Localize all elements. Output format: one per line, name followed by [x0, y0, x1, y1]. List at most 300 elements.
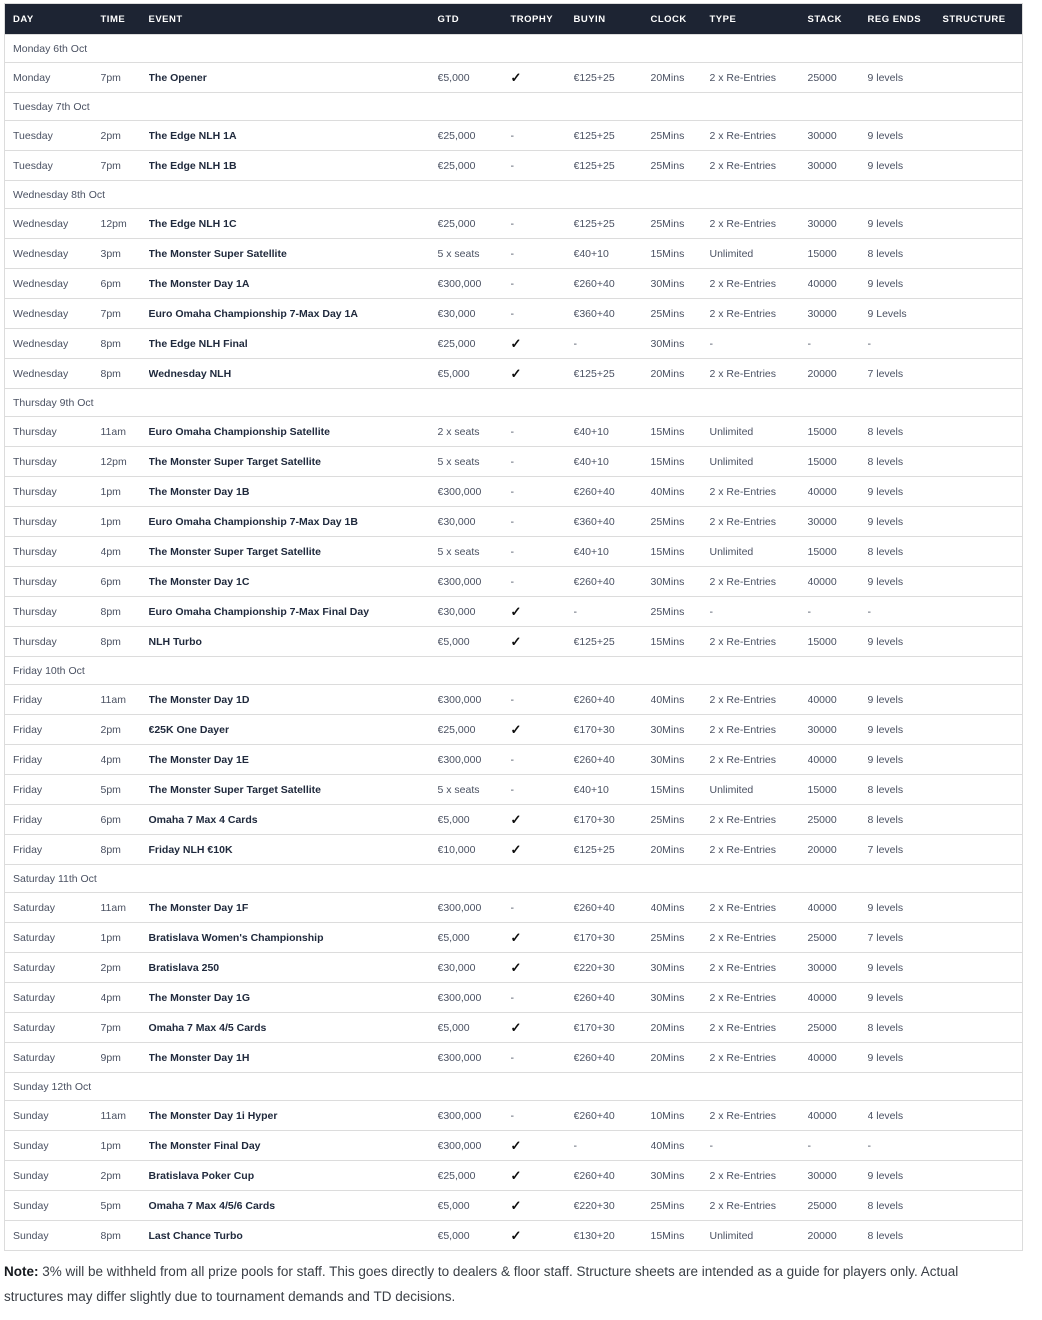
cell-clock: 30Mins — [651, 953, 710, 983]
cell-structure — [943, 923, 1023, 953]
trophy-check-icon: ✓ — [510, 633, 522, 649]
cell-reg_ends: 7 levels — [868, 835, 943, 865]
cell-clock: 25Mins — [651, 597, 710, 627]
cell-day: Wednesday — [5, 239, 101, 269]
cell-type: 2 x Re-Entries — [710, 893, 808, 923]
cell-trophy: - — [511, 745, 574, 775]
cell-stack: 40000 — [808, 1101, 868, 1131]
cell-gtd: €25,000 — [438, 1161, 511, 1191]
cell-clock: 25Mins — [651, 209, 710, 239]
cell-structure — [943, 1191, 1023, 1221]
cell-event: Last Chance Turbo — [149, 1221, 438, 1251]
event-row — [5, 1043, 1023, 1073]
cell-reg_ends: 8 levels — [868, 537, 943, 567]
table-header-row — [5, 4, 1023, 35]
event-row — [5, 121, 1023, 151]
cell-buyin: €260+40 — [574, 1161, 651, 1191]
event-row — [5, 923, 1023, 953]
cell-event: Omaha 7 Max 4 Cards — [149, 805, 438, 835]
cell-stack: 15000 — [808, 537, 868, 567]
cell-time: 1pm — [101, 1131, 149, 1161]
cell-clock: 15Mins — [651, 239, 710, 269]
cell-trophy — [511, 359, 574, 389]
cell-gtd: €300,000 — [438, 477, 511, 507]
cell-clock: 30Mins — [651, 983, 710, 1013]
cell-time: 8pm — [101, 597, 149, 627]
cell-trophy: - — [511, 477, 574, 507]
cell-stack: 15000 — [808, 775, 868, 805]
cell-time: 7pm — [101, 299, 149, 329]
cell-trophy: - — [511, 507, 574, 537]
cell-day: Thursday — [5, 537, 101, 567]
cell-event: Bratislava 250 — [149, 953, 438, 983]
cell-event: The Opener — [149, 63, 438, 93]
cell-reg_ends: 9 levels — [868, 745, 943, 775]
cell-trophy: - — [511, 447, 574, 477]
event-row — [5, 537, 1023, 567]
column-header-buyin: BUYIN — [574, 4, 651, 35]
cell-trophy — [511, 597, 574, 627]
note-label: Note: — [4, 1264, 39, 1279]
event-row — [5, 359, 1023, 389]
event-row — [5, 269, 1023, 299]
cell-type: Unlimited — [710, 417, 808, 447]
cell-stack: 40000 — [808, 269, 868, 299]
cell-stack: - — [808, 329, 868, 359]
cell-gtd: €5,000 — [438, 359, 511, 389]
cell-event: The Monster Super Satellite — [149, 239, 438, 269]
cell-time: 1pm — [101, 507, 149, 537]
cell-event: The Monster Day 1D — [149, 685, 438, 715]
cell-type: 2 x Re-Entries — [710, 567, 808, 597]
event-row — [5, 775, 1023, 805]
cell-structure — [943, 745, 1023, 775]
event-row — [5, 685, 1023, 715]
cell-stack: 15000 — [808, 239, 868, 269]
cell-time: 4pm — [101, 983, 149, 1013]
cell-gtd: €300,000 — [438, 567, 511, 597]
cell-gtd: €300,000 — [438, 685, 511, 715]
cell-buyin: €40+10 — [574, 775, 651, 805]
cell-clock: 25Mins — [651, 805, 710, 835]
cell-event: The Monster Day 1F — [149, 893, 438, 923]
cell-time: 2pm — [101, 953, 149, 983]
cell-trophy: - — [511, 893, 574, 923]
cell-clock: 25Mins — [651, 151, 710, 181]
cell-clock: 30Mins — [651, 745, 710, 775]
day-section-row — [5, 657, 1023, 685]
cell-event: The Monster Day 1i Hyper — [149, 1101, 438, 1131]
cell-stack: 15000 — [808, 447, 868, 477]
cell-clock: 25Mins — [651, 507, 710, 537]
event-row — [5, 63, 1023, 93]
event-row — [5, 417, 1023, 447]
cell-stack: 30000 — [808, 507, 868, 537]
cell-gtd: €300,000 — [438, 893, 511, 923]
cell-event: The Monster Day 1G — [149, 983, 438, 1013]
cell-type: 2 x Re-Entries — [710, 209, 808, 239]
cell-day: Saturday — [5, 893, 101, 923]
cell-structure — [943, 1013, 1023, 1043]
cell-buyin: €40+10 — [574, 417, 651, 447]
cell-trophy: - — [511, 1101, 574, 1131]
cell-day: Thursday — [5, 627, 101, 657]
column-header-event: EVENT — [149, 4, 438, 35]
cell-gtd: €25,000 — [438, 329, 511, 359]
cell-stack: 20000 — [808, 1221, 868, 1251]
cell-reg_ends: 7 levels — [868, 359, 943, 389]
cell-stack: 40000 — [808, 745, 868, 775]
day-section-label: Saturday 11th Oct — [5, 865, 1023, 893]
cell-clock: 30Mins — [651, 329, 710, 359]
cell-structure — [943, 239, 1023, 269]
cell-trophy: - — [511, 567, 574, 597]
cell-buyin: €125+25 — [574, 835, 651, 865]
cell-time: 7pm — [101, 1013, 149, 1043]
cell-stack: 30000 — [808, 151, 868, 181]
cell-reg_ends: 9 levels — [868, 151, 943, 181]
schedule-table — [4, 3, 1023, 1251]
cell-structure — [943, 417, 1023, 447]
cell-reg_ends: 9 levels — [868, 627, 943, 657]
column-header-clock: CLOCK — [651, 4, 710, 35]
cell-day: Saturday — [5, 1043, 101, 1073]
cell-structure — [943, 1161, 1023, 1191]
day-section-row — [5, 1073, 1023, 1101]
cell-stack: 20000 — [808, 835, 868, 865]
cell-clock: 20Mins — [651, 63, 710, 93]
cell-time: 7pm — [101, 63, 149, 93]
cell-time: 3pm — [101, 239, 149, 269]
cell-reg_ends: 8 levels — [868, 1191, 943, 1221]
cell-buyin: €360+40 — [574, 507, 651, 537]
cell-structure — [943, 151, 1023, 181]
cell-day: Monday — [5, 63, 101, 93]
cell-reg_ends: 9 levels — [868, 477, 943, 507]
cell-type: Unlimited — [710, 775, 808, 805]
day-section-label: Friday 10th Oct — [5, 657, 1023, 685]
trophy-check-icon: ✓ — [510, 929, 522, 945]
cell-day: Wednesday — [5, 299, 101, 329]
cell-day: Wednesday — [5, 209, 101, 239]
cell-trophy: - — [511, 983, 574, 1013]
cell-day: Sunday — [5, 1101, 101, 1131]
cell-trophy — [511, 835, 574, 865]
cell-stack: 30000 — [808, 209, 868, 239]
cell-time: 2pm — [101, 1161, 149, 1191]
cell-time: 4pm — [101, 537, 149, 567]
cell-clock: 30Mins — [651, 269, 710, 299]
cell-reg_ends: 8 levels — [868, 239, 943, 269]
cell-day: Sunday — [5, 1221, 101, 1251]
cell-event: The Edge NLH 1A — [149, 121, 438, 151]
event-row — [5, 1161, 1023, 1191]
cell-day: Sunday — [5, 1161, 101, 1191]
event-row — [5, 151, 1023, 181]
column-header-reg_ends: REG ENDS — [868, 4, 943, 35]
event-row — [5, 805, 1023, 835]
cell-stack: 25000 — [808, 805, 868, 835]
event-row — [5, 627, 1023, 657]
event-row — [5, 1101, 1023, 1131]
cell-trophy: - — [511, 269, 574, 299]
cell-clock: 20Mins — [651, 835, 710, 865]
cell-structure — [943, 329, 1023, 359]
cell-type: Unlimited — [710, 1221, 808, 1251]
event-row — [5, 893, 1023, 923]
cell-type: 2 x Re-Entries — [710, 359, 808, 389]
cell-type: 2 x Re-Entries — [710, 63, 808, 93]
cell-day: Tuesday — [5, 121, 101, 151]
cell-gtd: €30,000 — [438, 953, 511, 983]
cell-time: 7pm — [101, 151, 149, 181]
cell-type: 2 x Re-Entries — [710, 1191, 808, 1221]
cell-buyin: - — [574, 1131, 651, 1161]
column-header-trophy: TROPHY — [511, 4, 574, 35]
cell-clock: 30Mins — [651, 715, 710, 745]
cell-time: 12pm — [101, 447, 149, 477]
cell-clock: 40Mins — [651, 893, 710, 923]
cell-clock: 30Mins — [651, 567, 710, 597]
cell-day: Friday — [5, 775, 101, 805]
cell-event: €25K One Dayer — [149, 715, 438, 745]
cell-gtd: €5,000 — [438, 627, 511, 657]
cell-event: Euro Omaha Championship Satellite — [149, 417, 438, 447]
cell-structure — [943, 209, 1023, 239]
event-row — [5, 1013, 1023, 1043]
cell-structure — [943, 835, 1023, 865]
cell-stack: 30000 — [808, 121, 868, 151]
cell-trophy: - — [511, 239, 574, 269]
cell-reg_ends: 7 levels — [868, 923, 943, 953]
column-header-structure: STRUCTURE — [943, 4, 1023, 35]
trophy-check-icon: ✓ — [510, 811, 522, 827]
cell-stack: 15000 — [808, 417, 868, 447]
cell-event: Euro Omaha Championship 7-Max Day 1B — [149, 507, 438, 537]
cell-reg_ends: 8 levels — [868, 775, 943, 805]
cell-day: Thursday — [5, 567, 101, 597]
cell-event: The Edge NLH Final — [149, 329, 438, 359]
cell-day: Thursday — [5, 597, 101, 627]
cell-structure — [943, 715, 1023, 745]
cell-day: Thursday — [5, 417, 101, 447]
cell-clock: 15Mins — [651, 1221, 710, 1251]
day-section-row — [5, 181, 1023, 209]
cell-reg_ends: 9 levels — [868, 893, 943, 923]
cell-event: The Edge NLH 1C — [149, 209, 438, 239]
cell-day: Saturday — [5, 983, 101, 1013]
cell-buyin: - — [574, 597, 651, 627]
cell-trophy: - — [511, 151, 574, 181]
event-row — [5, 953, 1023, 983]
cell-stack: 40000 — [808, 477, 868, 507]
note-text: 3% will be withheld from all prize pools for staff. This goes directly to dealers & floor staff. Structure sheets are intended as a guide for players only. Actual structures may differ slightly due to tournament demands and TD decisions. — [4, 1264, 959, 1304]
cell-structure — [943, 685, 1023, 715]
cell-reg_ends: 8 levels — [868, 1013, 943, 1043]
cell-trophy — [511, 627, 574, 657]
cell-time: 5pm — [101, 775, 149, 805]
cell-gtd: €25,000 — [438, 715, 511, 745]
cell-buyin: €220+30 — [574, 953, 651, 983]
cell-buyin: €40+10 — [574, 239, 651, 269]
cell-stack: 30000 — [808, 715, 868, 745]
day-section-label: Thursday 9th Oct — [5, 389, 1023, 417]
cell-buyin: €260+40 — [574, 1043, 651, 1073]
cell-trophy: - — [511, 685, 574, 715]
cell-clock: 15Mins — [651, 775, 710, 805]
cell-gtd: 5 x seats — [438, 239, 511, 269]
cell-stack: 25000 — [808, 1013, 868, 1043]
cell-stack: 30000 — [808, 953, 868, 983]
schedule-table-body — [5, 35, 1023, 1251]
cell-buyin: €260+40 — [574, 745, 651, 775]
event-row — [5, 983, 1023, 1013]
cell-structure — [943, 597, 1023, 627]
cell-structure — [943, 507, 1023, 537]
event-row — [5, 715, 1023, 745]
cell-clock: 40Mins — [651, 1131, 710, 1161]
cell-event: Wednesday NLH — [149, 359, 438, 389]
cell-trophy — [511, 923, 574, 953]
day-section-label: Tuesday 7th Oct — [5, 93, 1023, 121]
cell-event: The Monster Super Target Satellite — [149, 447, 438, 477]
cell-type: 2 x Re-Entries — [710, 953, 808, 983]
cell-reg_ends: 8 levels — [868, 447, 943, 477]
cell-event: The Monster Day 1H — [149, 1043, 438, 1073]
cell-day: Saturday — [5, 923, 101, 953]
cell-buyin: €125+25 — [574, 359, 651, 389]
cell-buyin: €130+20 — [574, 1221, 651, 1251]
cell-structure — [943, 1043, 1023, 1073]
cell-gtd: €25,000 — [438, 151, 511, 181]
cell-buyin: €260+40 — [574, 1101, 651, 1131]
event-row — [5, 239, 1023, 269]
event-row — [5, 299, 1023, 329]
table-header — [5, 4, 1023, 35]
event-row — [5, 1131, 1023, 1161]
cell-reg_ends: 9 levels — [868, 983, 943, 1013]
cell-type: 2 x Re-Entries — [710, 507, 808, 537]
cell-trophy: - — [511, 1043, 574, 1073]
cell-trophy — [511, 953, 574, 983]
cell-clock: 25Mins — [651, 923, 710, 953]
cell-day: Saturday — [5, 1013, 101, 1043]
cell-clock: 25Mins — [651, 1191, 710, 1221]
cell-buyin: €360+40 — [574, 299, 651, 329]
cell-time: 9pm — [101, 1043, 149, 1073]
day-section-label: Monday 6th Oct — [5, 35, 1023, 63]
cell-day: Saturday — [5, 953, 101, 983]
cell-structure — [943, 775, 1023, 805]
cell-reg_ends: 9 levels — [868, 507, 943, 537]
cell-structure — [943, 121, 1023, 151]
footer-note — [4, 1260, 1020, 1310]
cell-time: 2pm — [101, 715, 149, 745]
cell-time: 1pm — [101, 477, 149, 507]
cell-structure — [943, 627, 1023, 657]
cell-event: Friday NLH €10K — [149, 835, 438, 865]
cell-gtd: 5 x seats — [438, 447, 511, 477]
cell-structure — [943, 1101, 1023, 1131]
cell-trophy — [511, 1161, 574, 1191]
cell-type: - — [710, 1131, 808, 1161]
trophy-check-icon: ✓ — [510, 1167, 522, 1183]
cell-stack: 25000 — [808, 923, 868, 953]
cell-gtd: 5 x seats — [438, 775, 511, 805]
cell-type: - — [710, 597, 808, 627]
cell-event: Euro Omaha Championship 7-Max Final Day — [149, 597, 438, 627]
cell-stack: 40000 — [808, 893, 868, 923]
cell-time: 8pm — [101, 359, 149, 389]
cell-event: Omaha 7 Max 4/5 Cards — [149, 1013, 438, 1043]
cell-reg_ends: - — [868, 597, 943, 627]
cell-structure — [943, 1221, 1023, 1251]
cell-clock: 15Mins — [651, 417, 710, 447]
cell-buyin: €170+30 — [574, 715, 651, 745]
cell-event: Euro Omaha Championship 7-Max Day 1A — [149, 299, 438, 329]
trophy-check-icon: ✓ — [510, 1227, 522, 1243]
cell-type: 2 x Re-Entries — [710, 715, 808, 745]
cell-event: The Monster Day 1B — [149, 477, 438, 507]
cell-buyin: €125+25 — [574, 63, 651, 93]
cell-clock: 20Mins — [651, 1043, 710, 1073]
cell-structure — [943, 537, 1023, 567]
cell-reg_ends: 8 levels — [868, 417, 943, 447]
cell-gtd: €5,000 — [438, 63, 511, 93]
event-row — [5, 1191, 1023, 1221]
cell-type: 2 x Re-Entries — [710, 1013, 808, 1043]
cell-gtd: €5,000 — [438, 1013, 511, 1043]
cell-type: 2 x Re-Entries — [710, 685, 808, 715]
cell-type: 2 x Re-Entries — [710, 151, 808, 181]
cell-time: 11am — [101, 417, 149, 447]
column-header-day: DAY — [5, 4, 101, 35]
cell-reg_ends: 9 levels — [868, 953, 943, 983]
cell-gtd: €10,000 — [438, 835, 511, 865]
cell-reg_ends: 9 levels — [868, 1161, 943, 1191]
cell-structure — [943, 893, 1023, 923]
cell-structure — [943, 269, 1023, 299]
trophy-check-icon: ✓ — [510, 1019, 522, 1035]
cell-type: Unlimited — [710, 447, 808, 477]
trophy-check-icon: ✓ — [510, 841, 522, 857]
cell-time: 11am — [101, 1101, 149, 1131]
cell-trophy: - — [511, 209, 574, 239]
cell-reg_ends: 9 levels — [868, 1043, 943, 1073]
cell-time: 6pm — [101, 269, 149, 299]
trophy-check-icon: ✓ — [510, 365, 522, 381]
cell-gtd: €300,000 — [438, 745, 511, 775]
cell-clock: 15Mins — [651, 537, 710, 567]
cell-gtd: €30,000 — [438, 597, 511, 627]
cell-clock: 40Mins — [651, 477, 710, 507]
cell-gtd: €300,000 — [438, 269, 511, 299]
cell-day: Wednesday — [5, 359, 101, 389]
cell-event: Bratislava Women's Championship — [149, 923, 438, 953]
cell-trophy — [511, 329, 574, 359]
cell-gtd: €30,000 — [438, 299, 511, 329]
cell-stack: 25000 — [808, 63, 868, 93]
cell-gtd: €5,000 — [438, 923, 511, 953]
cell-event: The Monster Day 1C — [149, 567, 438, 597]
trophy-check-icon: ✓ — [510, 335, 522, 351]
cell-day: Friday — [5, 805, 101, 835]
cell-reg_ends: - — [868, 329, 943, 359]
cell-gtd: 2 x seats — [438, 417, 511, 447]
cell-event: The Monster Super Target Satellite — [149, 775, 438, 805]
trophy-check-icon: ✓ — [510, 721, 522, 737]
cell-time: 4pm — [101, 745, 149, 775]
